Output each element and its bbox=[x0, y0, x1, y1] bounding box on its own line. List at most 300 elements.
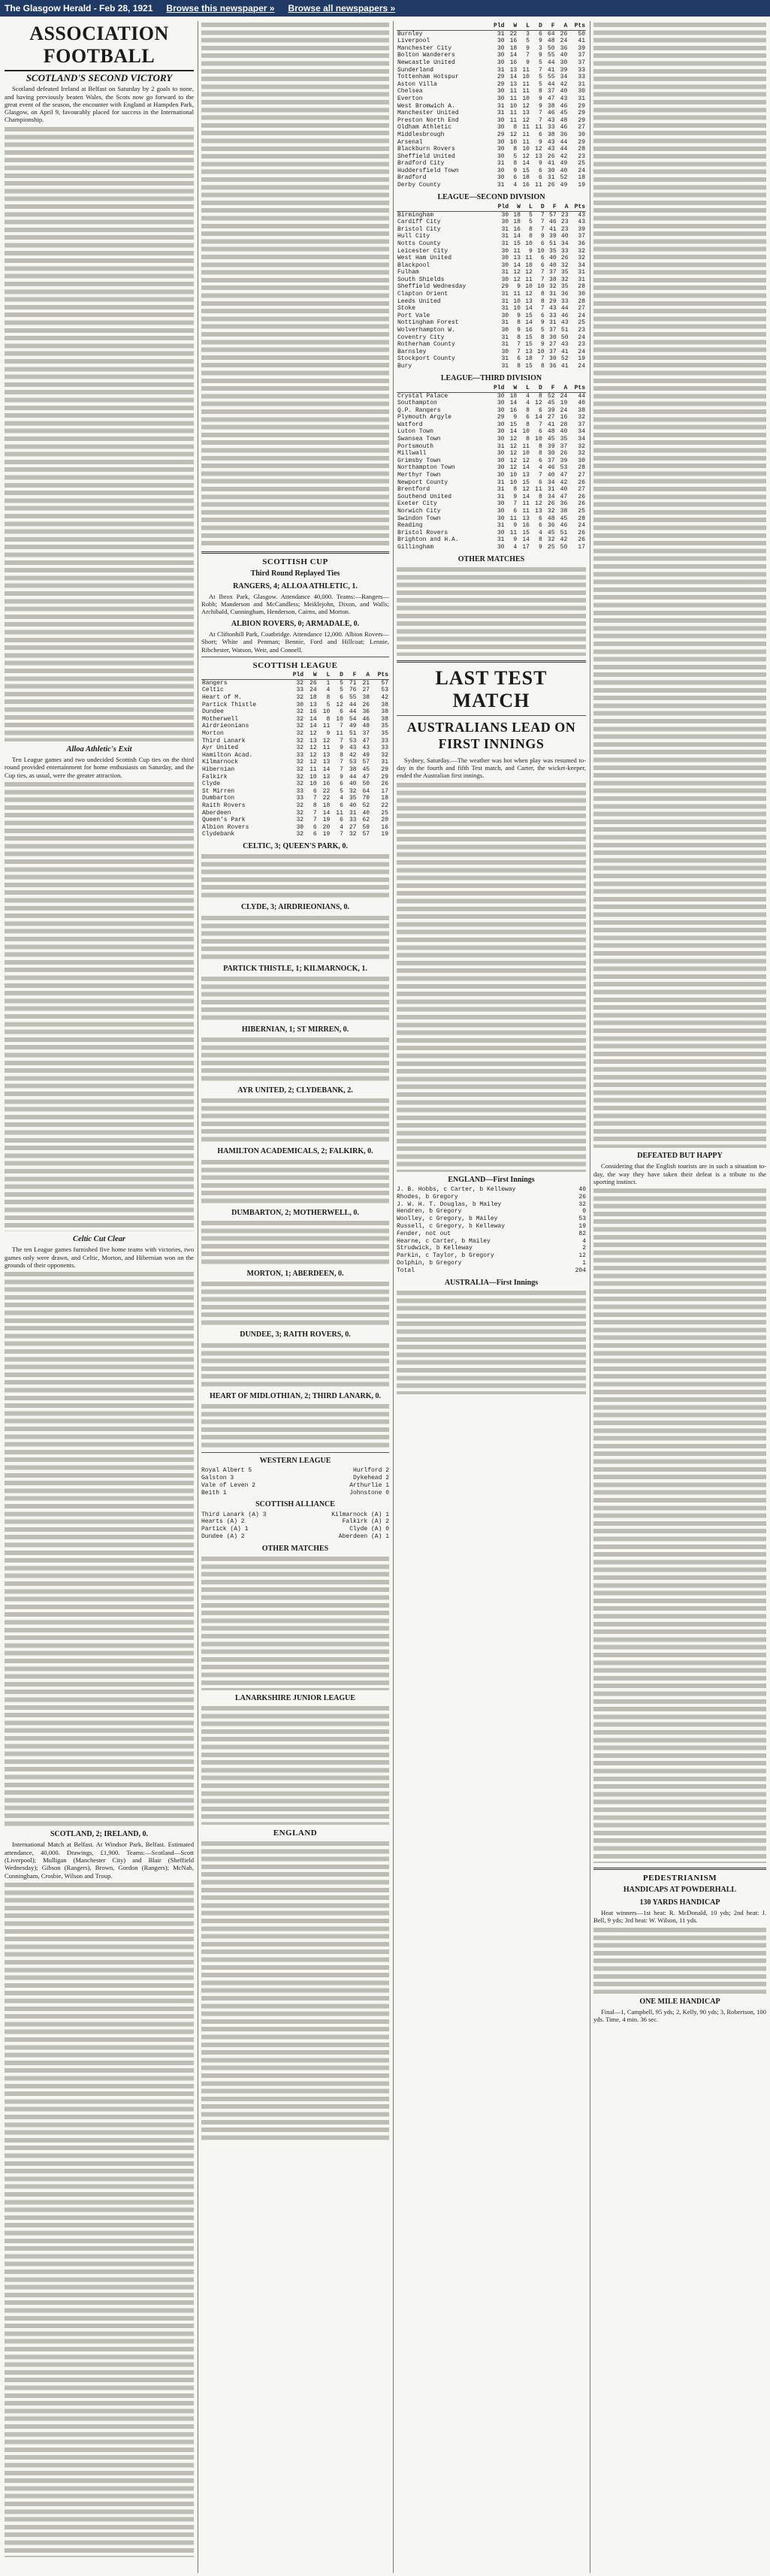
table-cell: 30 bbox=[501, 247, 509, 255]
table-cell: 13 bbox=[535, 508, 542, 515]
batsman-runs: 40 bbox=[578, 1186, 586, 1194]
table-cell: 15 bbox=[525, 334, 533, 341]
table-cell: 38 bbox=[381, 715, 388, 723]
table-cell: 49 bbox=[362, 751, 370, 759]
table-cell: Bury bbox=[397, 363, 412, 370]
table-cell: 6 bbox=[340, 817, 343, 824]
table-cell: 9 bbox=[538, 95, 542, 102]
table-cell: 50 bbox=[578, 30, 585, 38]
table-cell: Huddersfield Town bbox=[397, 167, 459, 174]
table-cell: 32 bbox=[296, 723, 304, 730]
table-cell: 26 bbox=[547, 153, 555, 160]
table-cell: 37 bbox=[547, 457, 555, 464]
table-cell: 6 bbox=[340, 781, 343, 788]
table-row bbox=[397, 355, 586, 363]
table-cell: 27 bbox=[349, 823, 357, 831]
table-cell: 29 bbox=[578, 138, 585, 146]
table-cell: 27 bbox=[578, 472, 585, 479]
table-cell: Bolton Wanderers bbox=[397, 52, 455, 59]
table-cell: 30 bbox=[501, 327, 509, 334]
table-cell: 30 bbox=[560, 59, 568, 66]
table-cell: 11 bbox=[310, 766, 317, 773]
table-cell: 5 bbox=[540, 327, 545, 334]
table-cell: 14 bbox=[522, 536, 530, 544]
table-cell: 14 bbox=[509, 400, 518, 407]
table-cell: 18 bbox=[578, 174, 585, 182]
table-cell: 14 bbox=[522, 493, 530, 500]
england-heading: ENGLAND bbox=[273, 1829, 318, 1838]
table-row bbox=[397, 283, 586, 291]
table-cell: 13 bbox=[522, 515, 530, 522]
table-cell: 5 bbox=[340, 687, 343, 694]
western-league-results bbox=[201, 1467, 389, 1496]
table-cell: 53 bbox=[349, 737, 357, 744]
table-cell: Crystal Palace bbox=[397, 392, 448, 400]
table-cell: 12 bbox=[522, 457, 530, 464]
table-cell: Wolverhampton W. bbox=[397, 327, 455, 334]
table-cell: 7 bbox=[313, 795, 317, 802]
table-row bbox=[397, 276, 586, 284]
table-cell: 7 bbox=[517, 341, 521, 349]
table-cell: 71 bbox=[349, 679, 357, 687]
table-cell: 26 bbox=[578, 500, 585, 508]
table-cell: Nottingham Forest bbox=[397, 319, 459, 327]
table-cell: 62 bbox=[362, 817, 370, 824]
away-team-score: Kilmarnock (A) 1 bbox=[331, 1511, 389, 1518]
article-body-text bbox=[397, 781, 586, 1172]
table-cell: 43 bbox=[578, 211, 585, 219]
divider bbox=[201, 1452, 389, 1453]
table-cell: 32 bbox=[578, 247, 585, 255]
browse-newspaper-link[interactable]: Browse this newspaper » bbox=[166, 3, 275, 14]
table-cell: 4 bbox=[526, 400, 530, 407]
table-cell: 24 bbox=[310, 687, 317, 694]
table-cell: 40 bbox=[560, 428, 568, 436]
table-cell: 8 bbox=[517, 363, 521, 370]
table-cell: Birmingham bbox=[397, 211, 434, 219]
table-cell: 30 bbox=[547, 450, 555, 458]
table-cell: 31 bbox=[497, 536, 505, 544]
table-cell: 26 bbox=[310, 679, 317, 687]
table-cell: 64 bbox=[362, 787, 370, 795]
table-cell: 44 bbox=[349, 701, 357, 708]
table-cell: 30 bbox=[497, 146, 505, 153]
table-cell: 34 bbox=[560, 240, 569, 247]
table-cell: 19 bbox=[578, 355, 585, 363]
table-cell: 9 bbox=[538, 38, 542, 45]
table-cell: 29 bbox=[497, 131, 505, 138]
table-cell: 10 bbox=[336, 715, 343, 723]
table-cell: 7 bbox=[340, 737, 343, 744]
table-cell: 12 bbox=[535, 146, 542, 153]
table-cell: 13 bbox=[322, 759, 331, 766]
article-body-text bbox=[593, 1926, 766, 1994]
table-cell: 46 bbox=[560, 124, 568, 131]
table-row bbox=[397, 515, 586, 523]
table-cell: 40 bbox=[560, 88, 568, 95]
table-cell: Chelsea bbox=[397, 88, 423, 95]
table-cell: 47 bbox=[560, 493, 568, 500]
table-cell: 29 bbox=[501, 283, 509, 291]
table-row bbox=[397, 363, 586, 370]
table-cell: 50 bbox=[547, 44, 555, 52]
table-cell: 5 bbox=[529, 211, 533, 219]
table-cell: Reading bbox=[397, 522, 423, 530]
table-cell: 5 bbox=[538, 80, 542, 88]
australia-innings-heading: AUSTRALIA—First Innings bbox=[444, 1278, 539, 1287]
table-cell: 13 bbox=[522, 110, 530, 117]
table-cell: 8 bbox=[526, 406, 530, 414]
article-body-text bbox=[201, 21, 389, 547]
table-cell: 41 bbox=[560, 348, 569, 355]
table-cell: 23 bbox=[560, 225, 569, 233]
table-cell: 6 bbox=[513, 508, 518, 515]
table-row bbox=[397, 219, 586, 226]
table-cell: Brighton and H.A. bbox=[397, 536, 459, 544]
table-cell: 42 bbox=[349, 751, 357, 759]
table-cell: 13 bbox=[509, 80, 518, 88]
table-cell: 24 bbox=[578, 348, 585, 355]
table-cell: 21 bbox=[362, 679, 370, 687]
table-cell: 70 bbox=[362, 795, 370, 802]
table-header-cell bbox=[397, 204, 493, 211]
table-cell: 36 bbox=[549, 363, 557, 370]
table-cell: 52 bbox=[560, 355, 569, 363]
table-cell: 32 bbox=[296, 802, 304, 809]
table-cell: Swindon Town bbox=[397, 515, 441, 522]
cup-heading: SCOTTISH CUP bbox=[262, 557, 328, 566]
batsman-dismissal: Russell, c Gregory, b Kelleway bbox=[397, 1223, 506, 1231]
table-cell: 16 bbox=[560, 414, 568, 421]
match-report-text bbox=[201, 853, 389, 899]
table-cell: 7 bbox=[340, 759, 343, 766]
table-cell: 51 bbox=[549, 240, 557, 247]
result-line bbox=[201, 1526, 389, 1533]
table-cell: 10 bbox=[537, 247, 545, 255]
table-cell: 10 bbox=[537, 348, 545, 355]
batsman-runs: 26 bbox=[578, 1193, 586, 1200]
table-cell: 51 bbox=[349, 730, 357, 738]
batsman-runs: 1 bbox=[582, 1260, 586, 1267]
table-cell: 11 bbox=[509, 116, 518, 124]
table-row bbox=[397, 298, 586, 306]
table-cell: Southend United bbox=[397, 493, 452, 500]
table-cell: 41 bbox=[549, 225, 557, 233]
table-header-cell: Pts bbox=[569, 204, 586, 211]
table-cell: 33 bbox=[560, 247, 569, 255]
table-cell: 29 bbox=[497, 80, 505, 88]
table-cell: 19 bbox=[322, 817, 331, 824]
table-cell: 30 bbox=[497, 167, 505, 174]
batsman-dismissal: Woolley, c Gregory, b Mailey bbox=[397, 1216, 498, 1223]
table-cell: 57 bbox=[381, 679, 388, 687]
table-cell: 9 bbox=[517, 283, 521, 291]
newspaper-page bbox=[0, 17, 770, 2576]
table-cell: 39 bbox=[547, 406, 555, 414]
table-cell: 12 bbox=[310, 744, 317, 752]
table-cell: 31 bbox=[547, 174, 555, 182]
result-line bbox=[201, 1511, 389, 1519]
browse-all-newspapers-link[interactable]: Browse all newspapers » bbox=[288, 3, 396, 14]
table-row bbox=[397, 45, 586, 53]
table-cell: 11 bbox=[513, 291, 521, 298]
home-team-score: Partick (A) 1 bbox=[201, 1526, 249, 1533]
table-cell: 31 bbox=[547, 486, 555, 494]
table-cell: 16 bbox=[310, 708, 317, 716]
table-row bbox=[201, 824, 389, 832]
table-cell: Q.P. Rangers bbox=[397, 406, 441, 414]
table-cell: 9 bbox=[526, 44, 530, 52]
newspaper-source-title: The Glasgow Herald - Feb 28, 1921 bbox=[5, 3, 153, 14]
table-cell: 53 bbox=[381, 687, 388, 694]
table-cell: 32 bbox=[578, 414, 585, 421]
table-cell: 38 bbox=[381, 701, 388, 708]
table-cell: Celtic bbox=[202, 687, 224, 694]
table-cell: 6 bbox=[538, 167, 542, 174]
table-cell: 9 bbox=[513, 414, 518, 421]
table-cell: 29 bbox=[549, 297, 557, 305]
table-header-cell: A bbox=[556, 23, 569, 30]
table-cell: 8 bbox=[313, 802, 317, 809]
table-cell: 26 bbox=[560, 30, 568, 38]
table-cell: 37 bbox=[549, 348, 557, 355]
third-division-table bbox=[397, 385, 586, 551]
table-cell: 31 bbox=[497, 486, 505, 494]
table-cell: 22 bbox=[322, 787, 331, 795]
table-cell: 43 bbox=[349, 744, 357, 752]
table-cell: 10 bbox=[509, 138, 518, 146]
table-cell: 9 bbox=[326, 730, 331, 738]
table-cell: 33 bbox=[296, 787, 304, 795]
table-cell: 12 bbox=[509, 131, 518, 138]
table-cell: 33 bbox=[296, 751, 304, 759]
table-cell: 32 bbox=[578, 255, 585, 262]
table-cell: 30 bbox=[578, 131, 585, 138]
table-row bbox=[397, 291, 586, 298]
table-cell: Stockport County bbox=[397, 355, 455, 363]
table-cell: 16 bbox=[509, 406, 518, 414]
article-section-text: Ten League games and two undecided Scottish Cup ties on the third round provided entertainment for home enthusiasts on Saturday, and the Cup ties, as usual, were the greater attraction. bbox=[5, 756, 194, 779]
table-cell: Southampton bbox=[397, 400, 437, 407]
table-row bbox=[397, 160, 586, 168]
junior-league-text bbox=[201, 1705, 389, 1825]
table-cell: 12 bbox=[336, 701, 343, 708]
table-cell: Preston North End bbox=[397, 116, 459, 124]
article-intro: Scotland defeated Ireland at Belfast on Saturday by 2 goals to none, and having previously beaten Wales, the Scots now go forward to the great event of the season, the encounter with England at Hampden Park, Glasgow, on April 9, favourably placed for success in the International Championship. bbox=[5, 85, 194, 124]
table-cell: 12 bbox=[535, 400, 542, 407]
table-cell: 24 bbox=[560, 406, 568, 414]
table-cell: 12 bbox=[310, 751, 317, 759]
table-cell: 39 bbox=[547, 442, 555, 450]
table-row bbox=[397, 146, 586, 153]
table-cell: Plymouth Argyle bbox=[397, 414, 452, 421]
table-cell: 12 bbox=[509, 457, 518, 464]
result-line bbox=[201, 1475, 389, 1482]
table-cell: 3 bbox=[526, 30, 530, 38]
table-cell: 42 bbox=[381, 694, 388, 702]
table-cell: 32 bbox=[296, 759, 304, 766]
table-row bbox=[397, 211, 586, 219]
table-cell: 7 bbox=[313, 809, 317, 817]
table-cell: 32 bbox=[296, 708, 304, 716]
table-cell: 12 bbox=[525, 269, 533, 276]
table-cell: 5 bbox=[529, 219, 533, 226]
table-cell: 37 bbox=[362, 730, 370, 738]
table-cell: 31 bbox=[578, 269, 585, 276]
table-cell: 38 bbox=[547, 131, 555, 138]
table-cell: 32 bbox=[560, 261, 569, 269]
table-cell: 31 bbox=[349, 809, 357, 817]
australians-lead-headline: AUSTRALIANS LEAD ON FIRST INNINGS bbox=[406, 719, 576, 751]
table-cell: 16 bbox=[322, 781, 331, 788]
table-cell: 38 bbox=[549, 276, 557, 283]
table-cell: 7 bbox=[540, 219, 545, 226]
table-cell: 14 bbox=[509, 428, 518, 436]
table-cell: 7 bbox=[513, 500, 518, 508]
table-cell: 9 bbox=[513, 536, 518, 544]
table-cell: 13 bbox=[322, 751, 331, 759]
table-cell: 5 bbox=[538, 74, 542, 81]
table-cell: 32 bbox=[296, 817, 304, 824]
table-cell: 8 bbox=[529, 225, 533, 233]
table-header-cell: D bbox=[331, 672, 344, 679]
table-row bbox=[397, 407, 586, 415]
table-cell: Tottenham Hotspur bbox=[397, 74, 459, 81]
table-cell: 7 bbox=[540, 355, 545, 363]
table-header-cell: F bbox=[543, 23, 556, 30]
home-team-score: Hearts (A) 2 bbox=[201, 1518, 245, 1526]
table-cell: 30 bbox=[497, 472, 505, 479]
table-cell: 42 bbox=[560, 80, 568, 88]
table-cell: Watford bbox=[397, 421, 423, 428]
table-cell: 23 bbox=[578, 153, 585, 160]
table-cell: 5 bbox=[326, 701, 331, 708]
table-cell: 40 bbox=[349, 802, 357, 809]
table-header-cell: W bbox=[304, 672, 318, 679]
table-cell: Merthyr Town bbox=[397, 472, 441, 479]
handicaps-heading: HANDICAPS AT POWDERHALL bbox=[623, 1886, 737, 1895]
batsman-line bbox=[397, 1238, 586, 1246]
third-division-heading: LEAGUE—THIRD DIVISION bbox=[440, 373, 542, 382]
table-cell: 15 bbox=[522, 529, 530, 536]
table-cell: 3 bbox=[538, 44, 542, 52]
table-row bbox=[397, 400, 586, 407]
table-cell: 8 bbox=[540, 291, 545, 298]
table-cell: 17 bbox=[381, 787, 388, 795]
table-cell: Port Vale bbox=[397, 312, 430, 319]
table-cell: 44 bbox=[547, 59, 555, 66]
match-result-heading: MORTON, 1; ABERDEEN, 0. bbox=[246, 1270, 344, 1278]
table-cell: 23 bbox=[578, 327, 585, 334]
table-cell: 6 bbox=[313, 831, 317, 838]
table-cell: 50 bbox=[362, 781, 370, 788]
table-cell: 44 bbox=[560, 138, 568, 146]
table-cell: Hibernian bbox=[202, 766, 235, 773]
table-cell: Queen's Park bbox=[202, 817, 246, 824]
table-cell: Luton Town bbox=[397, 428, 434, 436]
table-cell: 30 bbox=[501, 312, 509, 319]
table-cell: 7 bbox=[538, 472, 542, 479]
table-cell: 31 bbox=[501, 233, 509, 240]
table-header-row bbox=[201, 672, 389, 679]
table-cell: Aberdeen bbox=[202, 809, 231, 817]
table-cell: 10 bbox=[535, 436, 542, 443]
table-cell: 45 bbox=[362, 766, 370, 773]
table-cell: 26 bbox=[578, 493, 585, 500]
table-cell: 34 bbox=[578, 261, 585, 269]
table-header-cell: D bbox=[533, 204, 545, 211]
table-cell: 6 bbox=[538, 515, 542, 522]
table-cell: 35 bbox=[560, 436, 568, 443]
table-cell: 41 bbox=[547, 160, 555, 168]
table-cell: 32 bbox=[296, 831, 304, 838]
table-cell: 16 bbox=[381, 823, 388, 831]
table-cell: 44 bbox=[547, 80, 555, 88]
table-cell: Clydebank bbox=[202, 831, 235, 838]
table-cell: 9 bbox=[513, 493, 518, 500]
table-cell: 30 bbox=[497, 95, 505, 102]
table-cell: 8 bbox=[538, 442, 542, 450]
table-cell: 32 bbox=[547, 536, 555, 544]
table-cell: 37 bbox=[549, 269, 557, 276]
table-cell: 46 bbox=[560, 522, 568, 530]
table-cell: 40 bbox=[560, 167, 568, 174]
table-cell: 33 bbox=[578, 74, 585, 81]
table-cell: 30 bbox=[497, 153, 505, 160]
table-cell: 7 bbox=[540, 225, 545, 233]
table-cell: 8 bbox=[526, 421, 530, 428]
table-cell: 6 bbox=[538, 428, 542, 436]
table-cell: 10 bbox=[310, 781, 317, 788]
table-cell: 50 bbox=[560, 543, 568, 551]
table-cell: Coventry City bbox=[397, 334, 445, 341]
table-cell: 9 bbox=[340, 773, 343, 781]
table-cell: 15 bbox=[509, 421, 518, 428]
table-cell: 10 bbox=[522, 95, 530, 102]
pedestrianism-heading: PEDESTRIANISM bbox=[642, 1874, 717, 1883]
table-cell: 9 bbox=[538, 160, 542, 168]
table-cell: 30 bbox=[497, 428, 505, 436]
table-cell: 30 bbox=[497, 450, 505, 458]
table-row bbox=[397, 392, 586, 400]
table-cell: Middlesbrough bbox=[397, 131, 445, 138]
results-text bbox=[593, 21, 766, 1148]
table-cell: Blackpool bbox=[397, 261, 430, 269]
table-cell: Manchester United bbox=[397, 110, 459, 117]
table-cell: 34 bbox=[560, 74, 568, 81]
table-cell: 7 bbox=[526, 52, 530, 59]
article-section-heading: Celtic Cut Clear bbox=[72, 1234, 125, 1243]
other-matches-text bbox=[201, 1555, 389, 1690]
batsman-runs: 4 bbox=[582, 1237, 586, 1245]
table-cell: 12 bbox=[509, 450, 518, 458]
table-row bbox=[397, 117, 586, 125]
table-row bbox=[397, 110, 586, 117]
table-cell: Everton bbox=[397, 95, 423, 102]
table-cell: 18 bbox=[522, 174, 530, 182]
table-cell: 8 bbox=[538, 88, 542, 95]
table-cell: 22 bbox=[322, 795, 331, 802]
table-cell: 36 bbox=[547, 522, 555, 530]
table-cell: 26 bbox=[578, 536, 585, 544]
result-line bbox=[201, 1467, 389, 1475]
match-heading: SCOTLAND, 2; IRELAND, 0. bbox=[50, 1830, 148, 1839]
table-cell: 13 bbox=[322, 773, 331, 781]
table-cell: 38 bbox=[547, 102, 555, 110]
table-cell: 12 bbox=[509, 442, 518, 450]
table-cell: 37 bbox=[560, 442, 568, 450]
table-cell: 27 bbox=[578, 486, 585, 494]
